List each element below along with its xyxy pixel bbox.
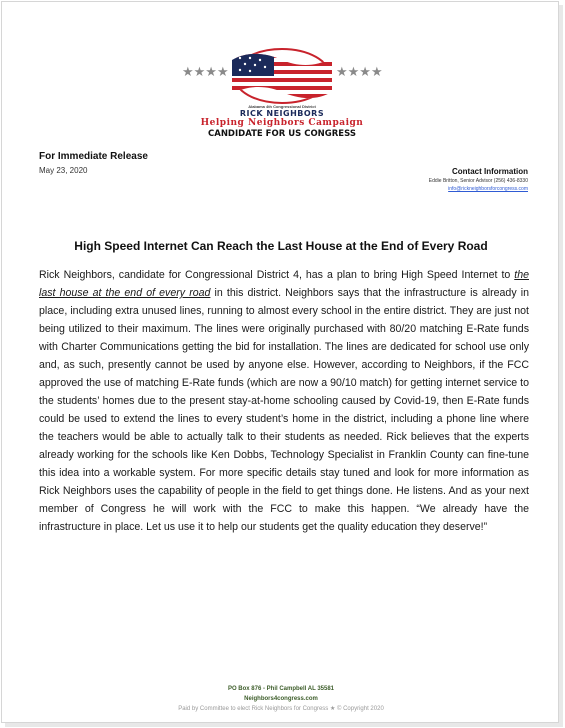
footer [2,684,560,714]
body-text-part1: Rick Neighbors, candidate for Congressional District 4, has a plan to bring High Speed Internet to [39,269,515,281]
body-paragraph [39,266,529,536]
contact-information [429,166,528,193]
headline: High Speed Internet Can Reach the Last House at the End of Every Road [74,239,488,253]
campaign-name: Helping Neighbors Campaign [200,118,364,128]
footer-address: PO Box 876 - Phil Campbell AL 35581 [227,686,335,692]
contact-email-link[interactable]: info@rickneighborsforcongress.com [448,186,528,192]
contact-person: Eddie Britton, Senior Advisor (256) 436-8330 [428,178,528,184]
candidate-tagline: CANDIDATE FOR US CONGRESS [208,129,356,139]
candidate-name: RICK NEIGHBORS [239,109,325,118]
district-label: Alabama 4th Congressional District [248,104,316,109]
press-release-page [1,1,559,723]
stars-right-icon: ★★★★ [336,64,383,79]
release-date: May 23, 2020 [39,166,88,175]
release-label: For Immediate Release [39,151,148,162]
body-emphasis: the last house at the end of every road [39,269,529,299]
footer-website-link[interactable]: Neighbors4congress.com [244,696,318,702]
campaign-logo [174,46,390,142]
contact-title: Contact Information [452,167,528,176]
footer-paid-notice: Paid by Committee to elect Rick Neighbors for Congress ★ © Copyright 2020 [178,706,384,712]
body-text-part2: in this district. Neighbors says that the infrastructure is already in place, including extra unused lines, running to almost every school in the entire district. They are just not being utilized to their maximum. The lines were originally purchased with 80/20 matching E-Rate funds with Charter Communications getting the bid for installation. The lines are dedicated for school use only and, as such, presently cannot be used by anyone else. However, according to Neighbors, if the FCC approved the use of matching E-Rate funds (which are now a 90/10 match) for getting internet service to the students’ homes due to the present stay-at-home schooling caused by Covid-19, then E-Rate funds could be used to extend the lines to every student’s home in the district, including a phone line where the teachers would be able to actually talk to their students as needed. Rick believes that the experts already working for the schools like Ken Dobbs, Technology Specialist in Franklin County can fine-tune this idea into a workable system. For more specific details stay tuned and look for more information as Rick Neighbors uses the capability of people in the field to get things done. He listens. And as your next member of Congress he will work with the FCC to make this happen. “We already have the infrastructure in place. Let us use it to help our students get the quality education they deserve!” [39,287,529,533]
stars-left-icon: ★★★★ [182,64,229,79]
